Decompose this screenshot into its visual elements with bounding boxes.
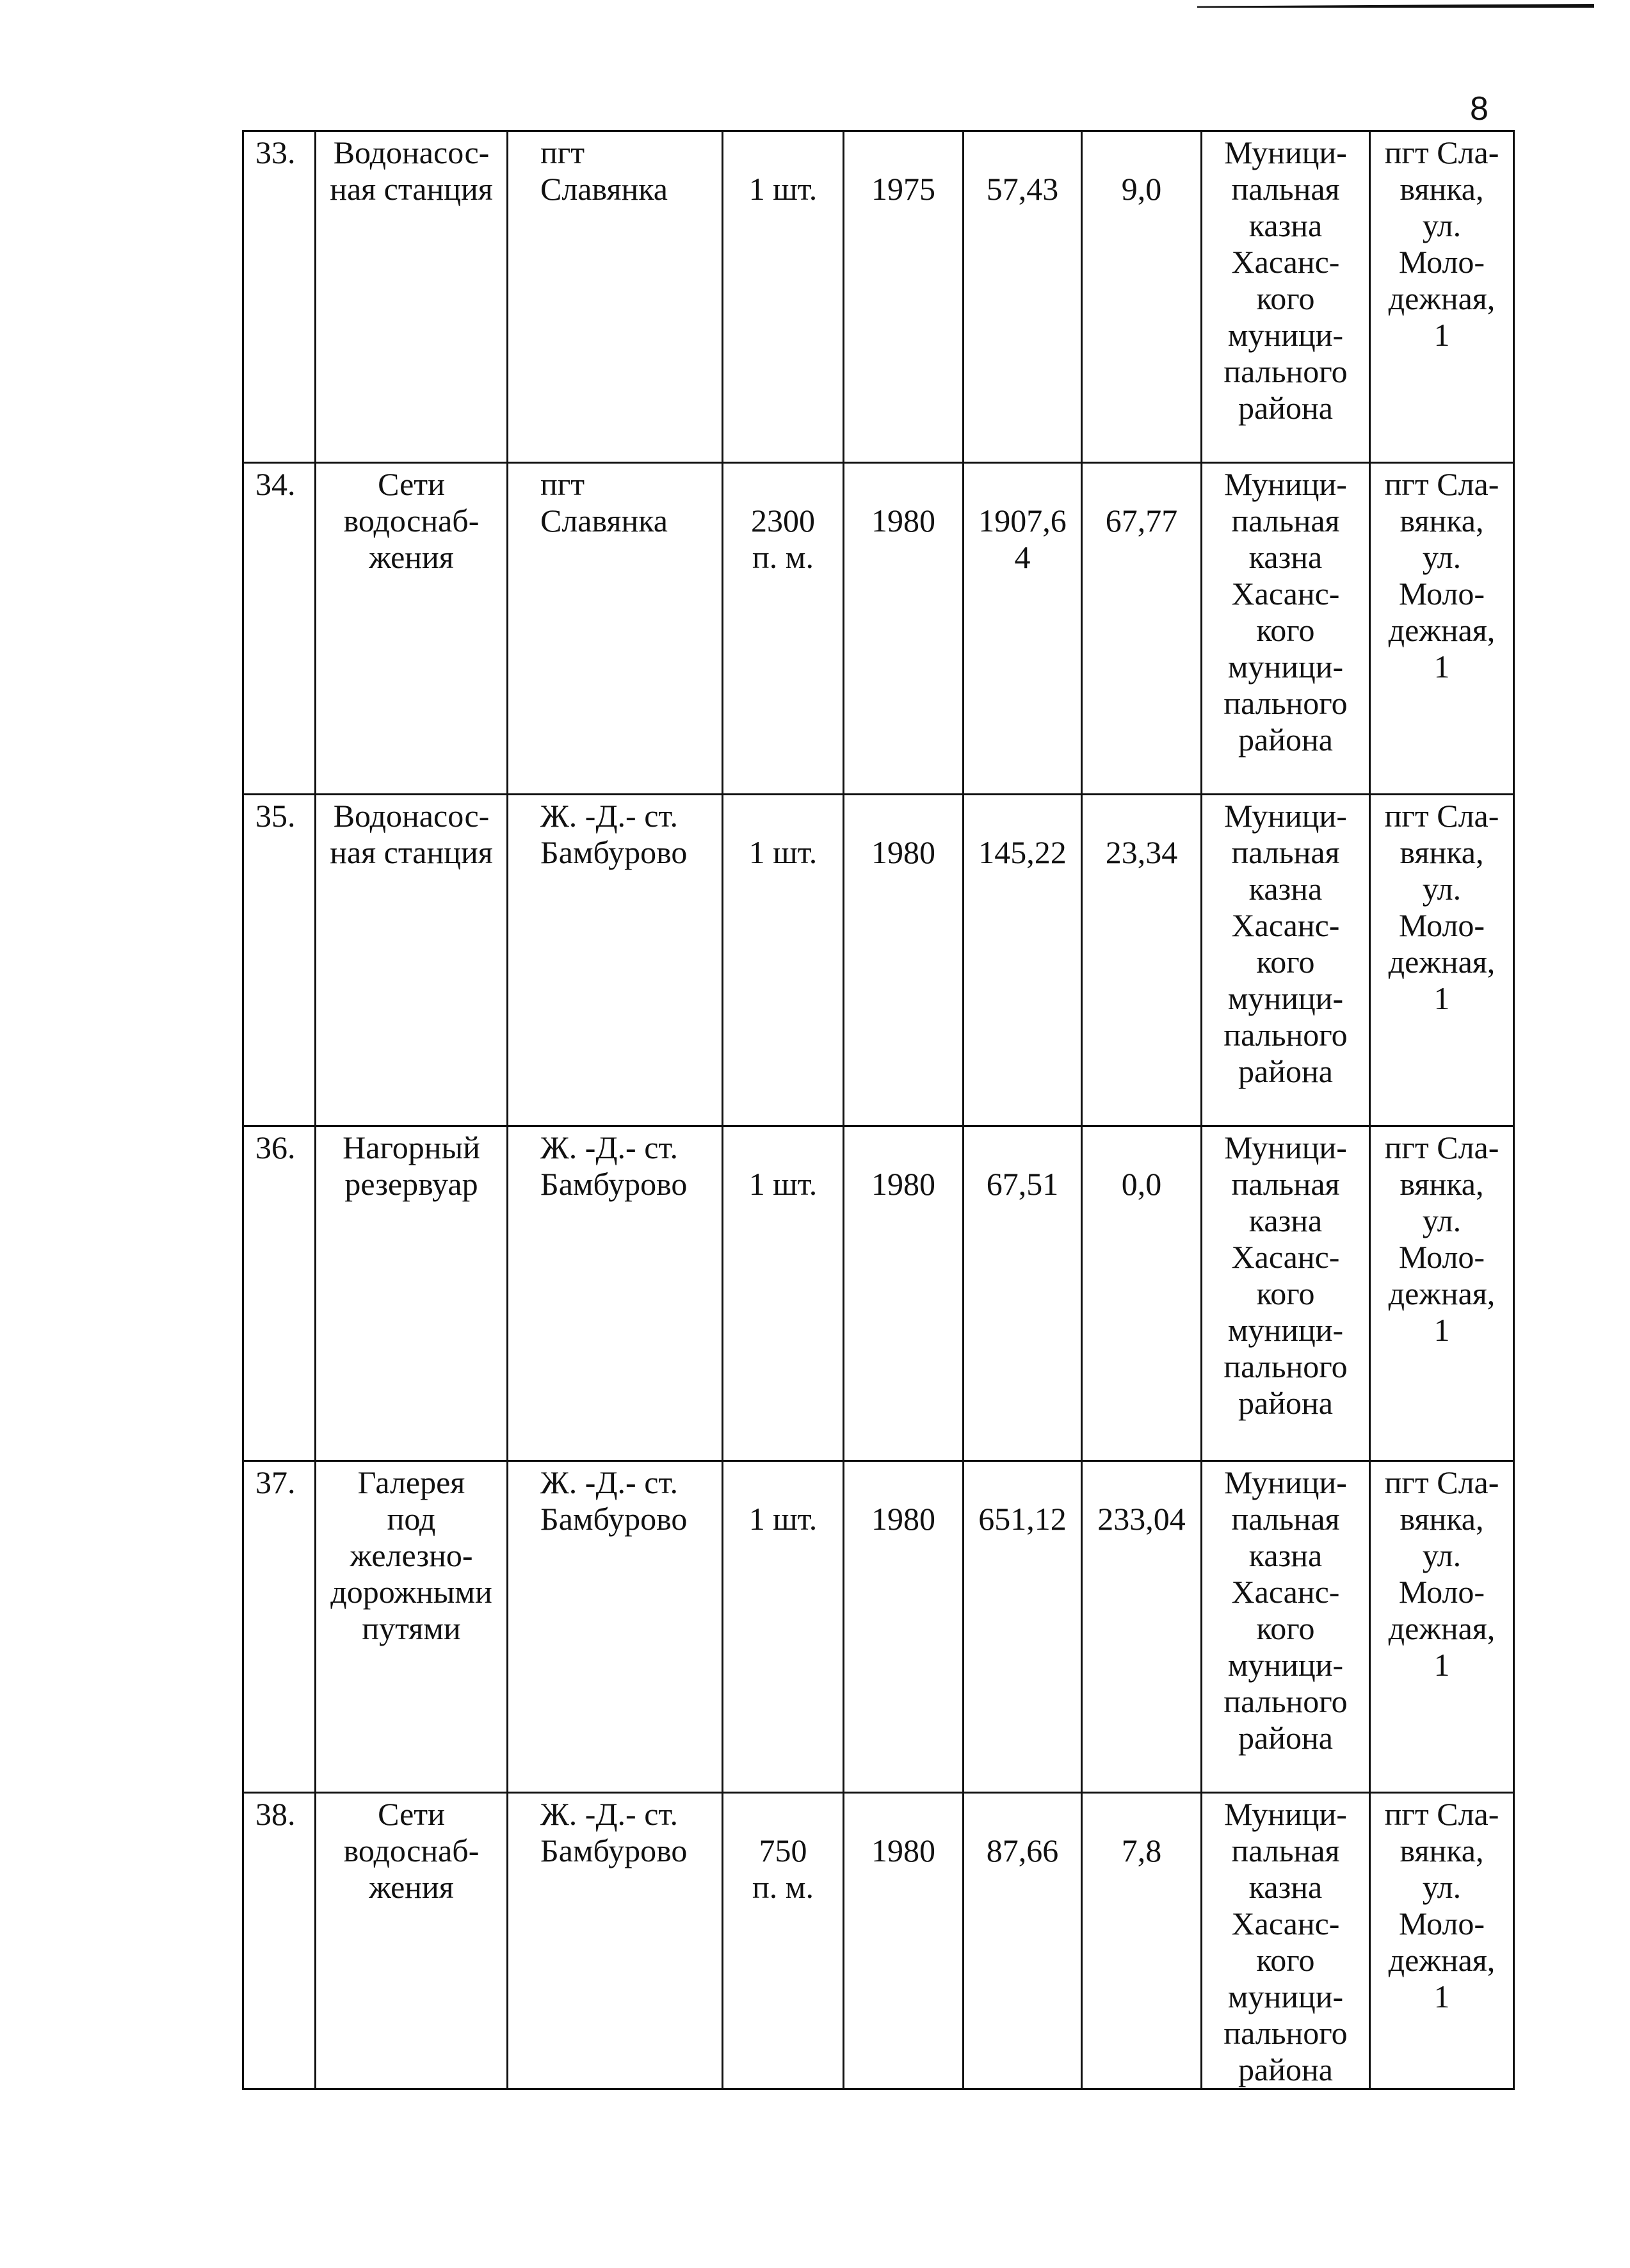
header-rule xyxy=(1197,4,1594,8)
cell-value-2: 23,34 xyxy=(1082,795,1202,1126)
cell-value-2: 9,0 xyxy=(1082,131,1202,463)
table-row xyxy=(243,1793,1514,2089)
cell-owner: Муници- пальная казна Хасанс- кого муници- пального района xyxy=(1202,131,1370,463)
cell-location: Ж. -Д.- ст. Бамбурово xyxy=(508,1126,723,1461)
cell-address: пгт Сла- вянка, ул. Моло- дежная, 1 xyxy=(1370,1793,1514,2089)
cell-quantity: 1 шт. xyxy=(723,131,844,463)
cell-location: пгт Славянка xyxy=(508,131,723,463)
cell-value-1: 651,12 xyxy=(964,1461,1082,1793)
cell-object-name: Водонасос- ная станция xyxy=(316,131,508,463)
cell-owner: Муници- пальная казна Хасанс- кого муници- пального района xyxy=(1202,795,1370,1126)
cell-year: 1980 xyxy=(844,795,964,1126)
cell-year: 1975 xyxy=(844,131,964,463)
cell-row-number: 35. xyxy=(243,795,316,1126)
cell-address: пгт Сла- вянка, ул. Моло- дежная, 1 xyxy=(1370,463,1514,795)
cell-row-number: 37. xyxy=(243,1461,316,1793)
cell-row-number: 36. xyxy=(243,1126,316,1461)
cell-year: 1980 xyxy=(844,1461,964,1793)
cell-owner: Муници- пальная казна Хасанс- кого муници- пального района xyxy=(1202,1461,1370,1793)
cell-year: 1980 xyxy=(844,463,964,795)
cell-location: Ж. -Д.- ст. Бамбурово xyxy=(508,1461,723,1793)
property-table xyxy=(242,130,1515,2090)
cell-address: пгт Сла- вянка, ул. Моло- дежная, 1 xyxy=(1370,1126,1514,1461)
cell-owner: Муници- пальная казна Хасанс- кого муници- пального района xyxy=(1202,1126,1370,1461)
cell-value-2: 67,77 xyxy=(1082,463,1202,795)
cell-location: Ж. -Д.- ст. Бамбурово xyxy=(508,1793,723,2089)
cell-value-1: 67,51 xyxy=(964,1126,1082,1461)
cell-value-1: 145,22 xyxy=(964,795,1082,1126)
cell-value-1: 57,43 xyxy=(964,131,1082,463)
cell-quantity: 1 шт. xyxy=(723,795,844,1126)
cell-object-name: Водонасос- ная станция xyxy=(316,795,508,1126)
cell-value-2: 233,04 xyxy=(1082,1461,1202,1793)
cell-quantity: 1 шт. xyxy=(723,1461,844,1793)
cell-row-number: 33. xyxy=(243,131,316,463)
table-row xyxy=(243,463,1514,795)
cell-value-2: 7,8 xyxy=(1082,1793,1202,2089)
cell-value-2: 0,0 xyxy=(1082,1126,1202,1461)
cell-row-number: 38. xyxy=(243,1793,316,2089)
cell-year: 1980 xyxy=(844,1793,964,2089)
table-row xyxy=(243,795,1514,1126)
cell-address: пгт Сла- вянка, ул. Моло- дежная, 1 xyxy=(1370,795,1514,1126)
cell-owner: Муници- пальная казна Хасанс- кого муници- пального района xyxy=(1202,463,1370,795)
cell-location: пгт Славянка xyxy=(508,463,723,795)
cell-owner: Муници- пальная казна Хасанс- кого муници- пального района xyxy=(1202,1793,1370,2089)
cell-value-1: 1907,6 4 xyxy=(964,463,1082,795)
cell-object-name: Сети водоснаб- жения xyxy=(316,463,508,795)
cell-object-name: Галерея под железно- дорожными путями xyxy=(316,1461,508,1793)
cell-quantity: 1 шт. xyxy=(723,1126,844,1461)
cell-quantity: 2300 п. м. xyxy=(723,463,844,795)
cell-quantity: 750 п. м. xyxy=(723,1793,844,2089)
cell-value-1: 87,66 xyxy=(964,1793,1082,2089)
cell-row-number: 34. xyxy=(243,463,316,795)
page-number: 8 xyxy=(1470,90,1489,127)
table-row xyxy=(243,131,1514,463)
cell-location: Ж. -Д.- ст. Бамбурово xyxy=(508,795,723,1126)
cell-address: пгт Сла- вянка, ул. Моло- дежная, 1 xyxy=(1370,131,1514,463)
cell-object-name: Нагорный резервуар xyxy=(316,1126,508,1461)
cell-object-name: Сети водоснаб- жения xyxy=(316,1793,508,2089)
cell-address: пгт Сла- вянка, ул. Моло- дежная, 1 xyxy=(1370,1461,1514,1793)
table-row xyxy=(243,1126,1514,1461)
table-row xyxy=(243,1461,1514,1793)
cell-year: 1980 xyxy=(844,1126,964,1461)
